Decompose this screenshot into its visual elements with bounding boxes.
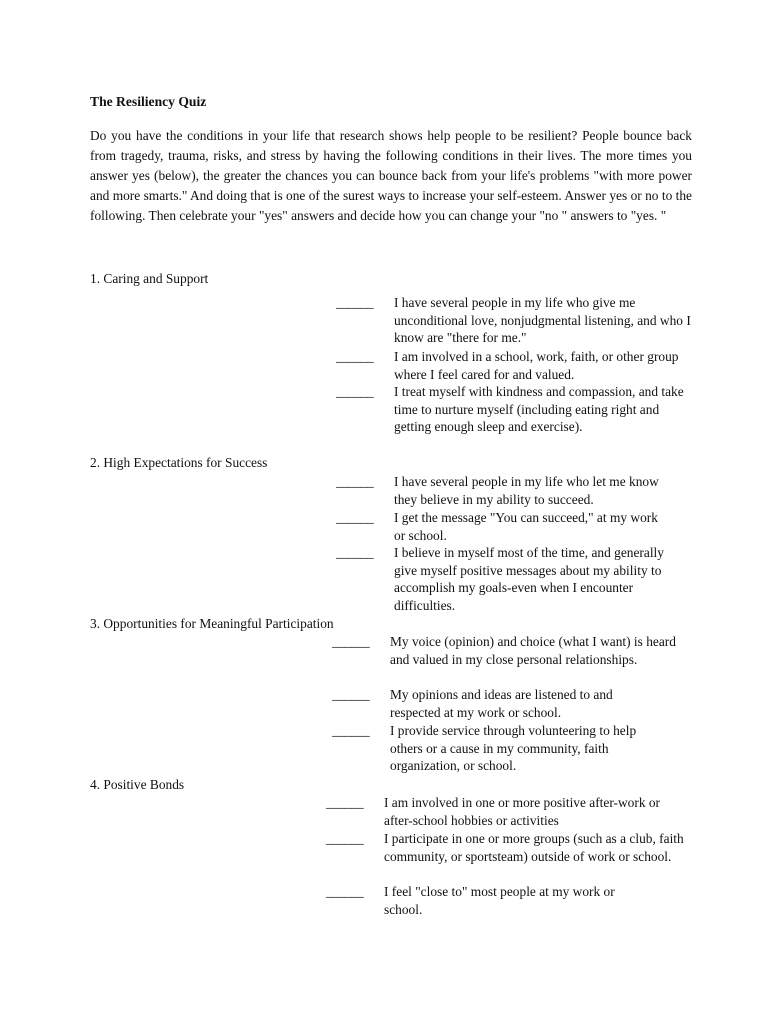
answer-blank[interactable]: ______ (332, 634, 370, 649)
quiz-item-text: I believe in myself most of the time, and generally give myself positive messages about my ability to accomplish my goals-even when I encounter difficulties. (394, 545, 664, 613)
quiz-item-text: I have several people in my life who give me unconditional love, nonjudgmental listening, and who I know are "there for me." (394, 295, 691, 346)
section-heading-positive-bonds: 4. Positive Bonds (90, 777, 185, 792)
quiz-item-text: I have several people in my life who let me know they believe in my ability to succeed. (394, 474, 659, 507)
section-heading-meaningful-participation: 3. Opportunities for Meaningful Participation (90, 616, 334, 631)
answer-blank[interactable]: ______ (332, 723, 370, 738)
quiz-item-text: I treat myself with kindness and compassion, and take time to nurture myself (including eating right and getting enough sleep and exercise). (394, 384, 684, 435)
quiz-item-text: I feel "close to" most people at my work or school. (384, 884, 615, 917)
quiz-item-text: I am involved in one or more positive after-work or after-school hobbies or activities (384, 795, 661, 828)
quiz-item-text: I participate in one or more groups (such as a club, faith community, or sportsteam) outside of work or school. (384, 831, 684, 864)
answer-blank[interactable]: ______ (326, 884, 364, 899)
intro-paragraph: Do you have the conditions in your life that research shows help people to be resilient? People bounce back from tragedy, trauma, risks, and stress by having the following conditions in their lives. The more times you answer yes (below), the greater the chances you can bounce back from your life's problems "with more power and more smarts." And doing that is one of the surest ways to increase your self-esteem. Answer yes or no to the following. Then celebrate your "yes" answers and decide how you can change your "no " answers to "yes. " (90, 128, 692, 223)
answer-blank[interactable]: ______ (336, 384, 374, 399)
answer-blank[interactable]: ______ (332, 687, 370, 702)
quiz-item-text: I am involved in a school, work, faith, or other group where I feel cared for and valued. (394, 349, 679, 382)
quiz-item-text: I get the message "You can succeed," at my work or school. (394, 510, 658, 543)
answer-blank[interactable]: ______ (336, 474, 374, 489)
quiz-item-text: I provide service through volunteering to help others or a cause in my community, faith organization, or school. (390, 723, 637, 774)
answer-blank[interactable]: ______ (336, 295, 374, 310)
answer-blank[interactable]: ______ (336, 349, 374, 364)
quiz-item-text: My voice (opinion) and choice (what I want) is heard and valued in my close personal relationships. (390, 634, 676, 667)
answer-blank[interactable]: ______ (336, 510, 374, 525)
section-heading-high-expectations: 2. High Expectations for Success (90, 455, 268, 470)
answer-blank[interactable]: ______ (326, 831, 364, 846)
quiz-item-text: My opinions and ideas are listened to and respected at my work or school. (390, 687, 613, 720)
answer-blank[interactable]: ______ (326, 795, 364, 810)
answer-blank[interactable]: ______ (336, 545, 374, 560)
document-title: The Resiliency Quiz (90, 94, 207, 109)
section-heading-caring-support: 1. Caring and Support (90, 271, 209, 286)
